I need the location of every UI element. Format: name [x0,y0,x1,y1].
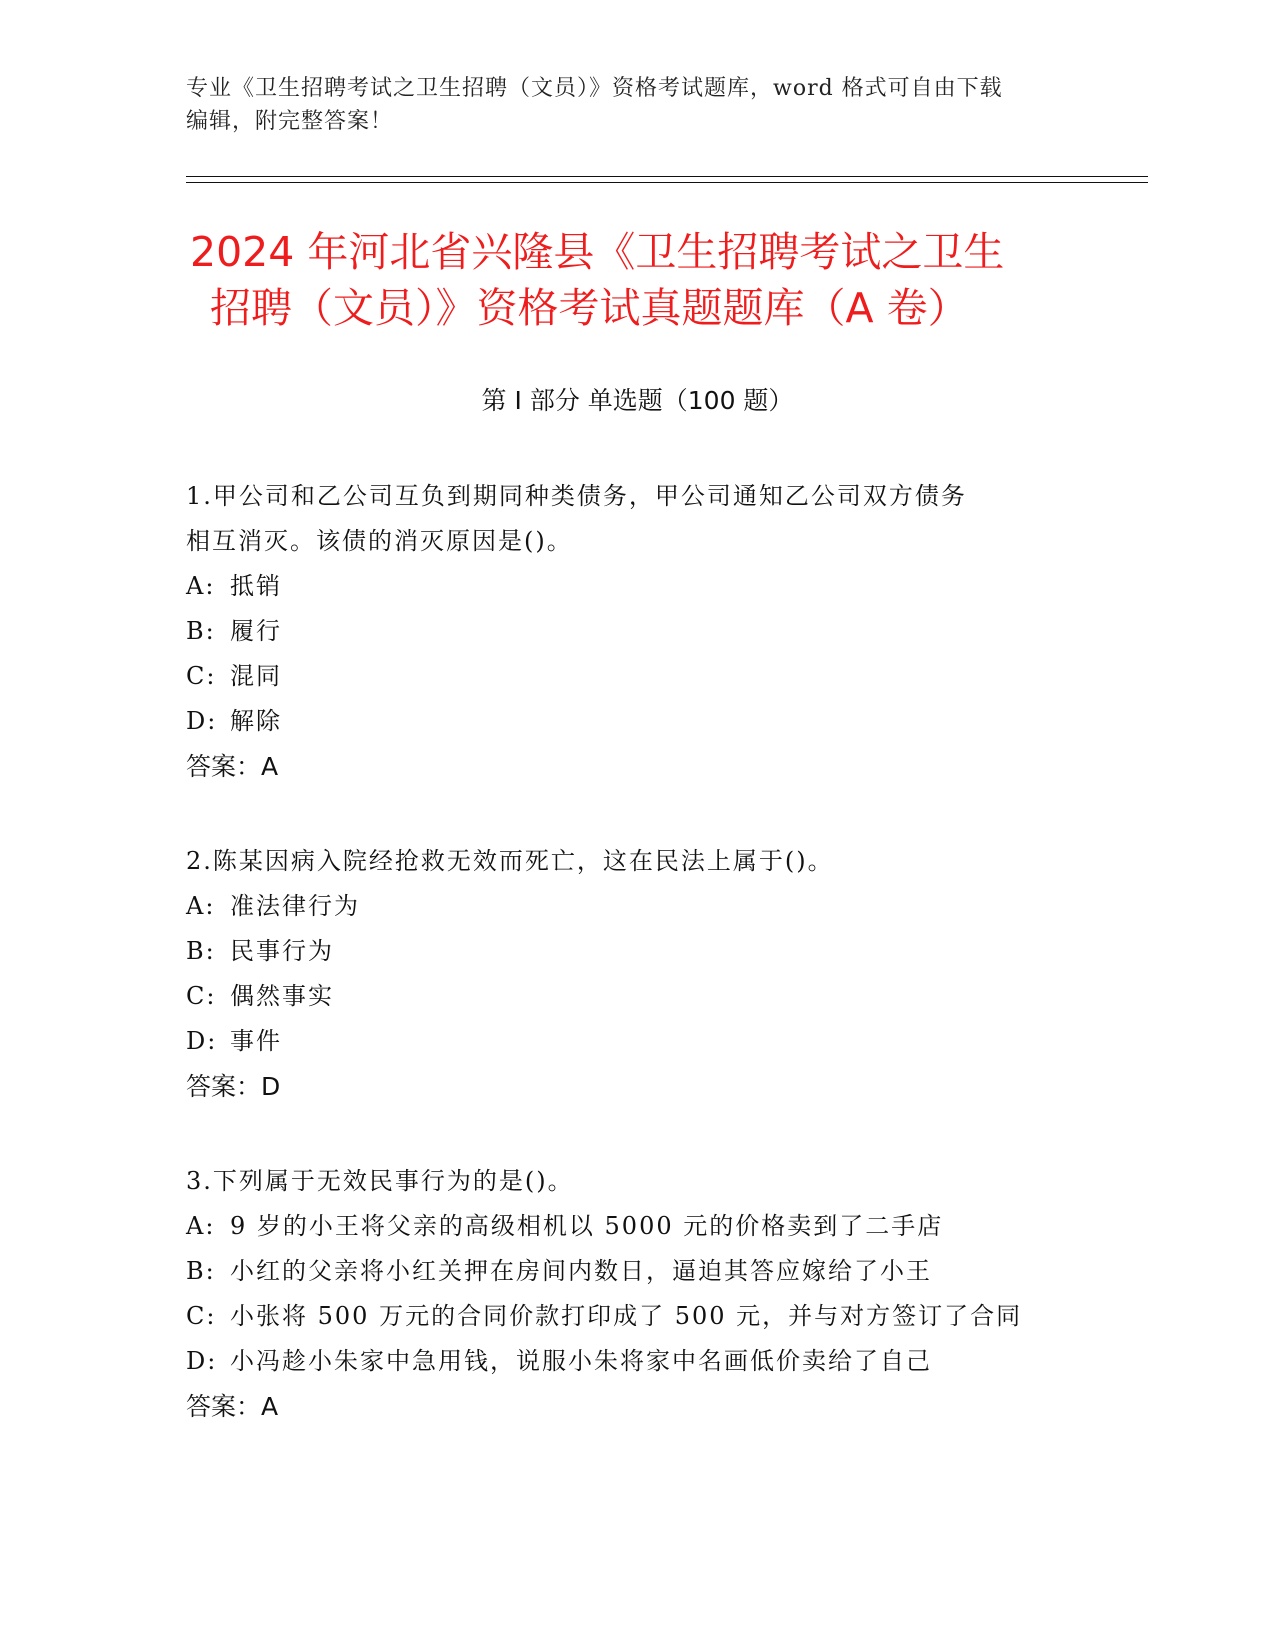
header-note-line-2: 编辑，附完整答案！ [186,109,394,134]
option-text: 履行 [230,617,282,645]
option-key: A: [186,1212,216,1240]
header-note-line-1: 专业《卫生招聘考试之卫生招聘（文员）》资格考试题库，word 格式可自由下载 [186,76,1003,101]
option-b [186,609,1086,654]
option-text: 小红的父亲将小红关押在房间内数日，逼迫其答应嫁给了小王 [230,1257,932,1285]
option-key: A: [186,892,216,920]
option-text: 混同 [230,662,282,690]
question-list [186,474,1086,1479]
option-d [186,1019,1086,1064]
option-c [186,1294,1086,1339]
option-key: B: [186,1257,216,1285]
option-a [186,564,1086,609]
option-key: D: [186,1347,218,1375]
answer: 答案：A [186,752,279,781]
option-b [186,1249,1086,1294]
option-a [186,884,1086,929]
question-stem-line-1: 3.下列属于无效民事行为的是()。 [186,1167,574,1195]
option-c [186,974,1086,1019]
option-key: C: [186,982,217,1010]
header-note [186,72,1086,138]
option-text: 抵销 [230,572,282,600]
header-rule-bottom [186,182,1148,183]
question-stem [186,839,1086,884]
option-d [186,699,1086,744]
option-text: 小张将 500 万元的合同价款打印成了 500 元，并与对方签订了合同 [230,1302,1023,1330]
option-key: D: [186,707,218,735]
option-b [186,929,1086,974]
question-3 [186,1159,1086,1429]
question-stem [186,474,1086,564]
option-key: B: [186,617,216,645]
option-text: 准法律行为 [230,892,360,920]
question-stem-line-2: 相互消灭。该债的消灭原因是()。 [186,527,573,555]
option-text: 事件 [230,1027,282,1055]
option-key: B: [186,937,216,965]
option-text: 解除 [230,707,282,735]
section-heading: 第 I 部分 单选题（100 题） [481,386,794,415]
document-title-line-2: 招聘（文员）》资格考试真题题库（A 卷） [210,284,969,332]
document-title [190,224,1090,336]
answer: 答案：D [186,1072,281,1101]
option-key: C: [186,1302,217,1330]
answer: 答案：A [186,1392,279,1421]
option-text: 民事行为 [230,937,334,965]
option-key: A: [186,572,216,600]
question-stem [186,1159,1086,1204]
question-stem-line-1: 2.陈某因病入院经抢救无效而死亡，这在民法上属于()。 [186,847,834,875]
option-key: C: [186,662,217,690]
option-text: 小冯趁小朱家中急用钱，说服小朱将家中名画低价卖给了自己 [230,1347,932,1375]
header-rule-top [186,176,1148,177]
question-stem-line-1: 1.甲公司和乙公司互负到期同种类债务，甲公司通知乙公司双方债务 [186,482,967,510]
question-2 [186,839,1086,1109]
option-text: 偶然事实 [230,982,334,1010]
document-title-line-1: 2024 年河北省兴隆县《卫生招聘考试之卫生 [190,228,1005,276]
option-a [186,1204,1086,1249]
option-d [186,1339,1086,1384]
option-c [186,654,1086,699]
option-key: D: [186,1027,218,1055]
question-1 [186,474,1086,789]
option-text: 9 岁的小王将父亲的高级相机以 5000 元的价格卖到了二手店 [230,1212,944,1240]
